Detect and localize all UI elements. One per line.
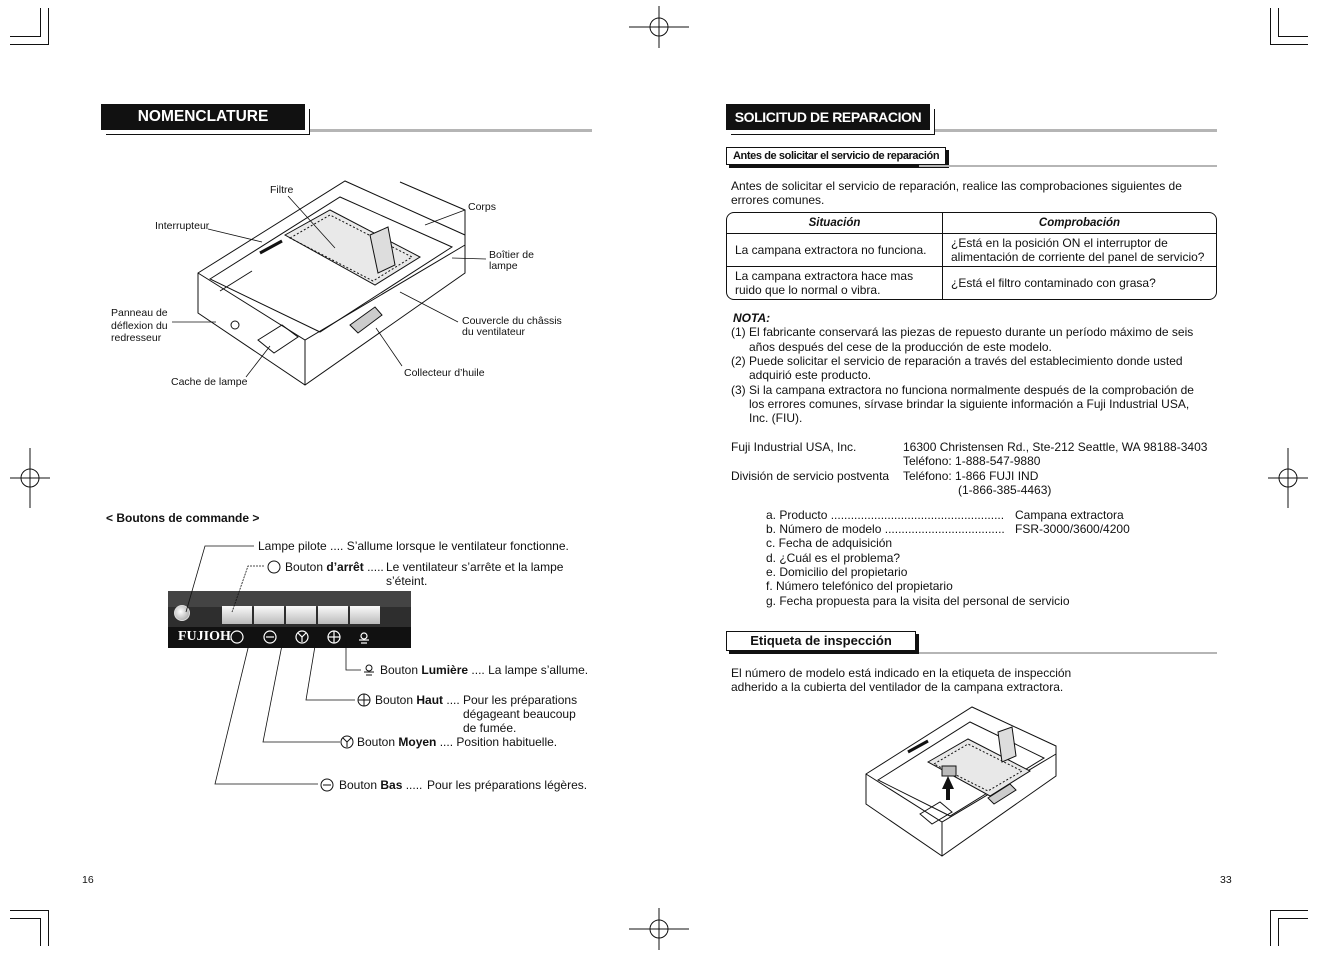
page-number-right: 33 (1220, 874, 1232, 886)
high-button-desc-1: Pour les préparations (463, 693, 578, 707)
label-cache: Cache de lampe (171, 376, 248, 388)
nota-2b: adquirió este producto. (749, 368, 872, 382)
info-d: d. ¿Cuál es el problema? (766, 551, 901, 565)
info-a-value: Campana extractora (1015, 508, 1124, 522)
table-cell: ¿Está el filtro contaminado con grasa? (951, 276, 1156, 290)
table-row (727, 267, 1216, 299)
contact-company: Fuji Industrial USA, Inc. (731, 440, 857, 454)
controls-heading: < Boutons de commande > (106, 511, 260, 525)
contact-address: 16300 Christensen Rd., Ste-212 Seattle, WA 98188-3403 (903, 440, 1208, 454)
off-button-desc-1: Le ventilateur s’arrête et la lampe (386, 560, 564, 574)
info-f: f. Número telefónico del propietario (766, 579, 953, 593)
off-button-desc: Bouton d’arrêt ..... (285, 560, 384, 574)
insp-line-1: El número de modelo está indicado en la etiqueta de inspección (731, 666, 1072, 680)
section-title-reparacion: SOLICITUD DE REPARACION (726, 104, 930, 130)
troubleshooting-table (726, 212, 1217, 300)
nota-1b: años después del cese de la producción de este modelo. (749, 340, 1052, 354)
off-button-desc-2: s’éteint. (386, 574, 428, 588)
nota-3c: Inc. (FIU). (749, 411, 803, 425)
contact-tel2: Teléfono: 1-866 FUJI IND (903, 469, 1039, 483)
intro-line-2: errores comunes. (731, 193, 825, 207)
contact-division: División de servicio postventa (731, 469, 890, 483)
contact-tel2-alt: (1-866-385-4463) (958, 483, 1052, 497)
info-b-value: FSR-3000/3600/4200 (1015, 522, 1130, 536)
contact-tel1: Teléfono: 1-888-547-9880 (903, 454, 1041, 468)
table-cell: La campana extractora hace mas ruido que lo normal o vibra. (727, 267, 943, 299)
label-corps: Corps (468, 201, 497, 213)
label-couvercle-1: Couvercle du châssis (462, 315, 562, 327)
high-button-desc-3: de fumée. (463, 721, 517, 735)
table-header-situacion: Situación (727, 213, 943, 234)
subsection-etiqueta: Etiqueta de inspección (726, 631, 916, 651)
inspection-label-diagram (860, 704, 1060, 864)
high-button-desc-2: dégageant beaucoup (463, 707, 576, 721)
info-b-label: b. Número de modelo .................................... (766, 522, 1005, 536)
low-button-desc-1: Pour les préparations légères. (427, 778, 588, 792)
info-c: c. Fecha de adquisición (766, 536, 893, 550)
nota-3a: (3) Si la campana extractora no funciona normalmente después de la comprobación de (731, 383, 1194, 397)
label-interrupteur: Interrupteur (155, 220, 210, 232)
subsection-rule-2 (919, 652, 1217, 654)
nota-2a: (2) Puede solicitar el servicio de reparación a través del establecimiento donde usted (731, 354, 1183, 368)
nota-title: NOTA: (733, 311, 771, 325)
page-number-left: 16 (82, 874, 94, 886)
table-row (727, 234, 1216, 267)
light-button-desc: Bouton Lumière .... La lampe s’allume. (380, 663, 589, 677)
high-button-desc: Bouton Haut .... (375, 693, 460, 707)
section-title-nomenclature: NOMENCLATURE (101, 104, 305, 130)
insp-line-2: adherido a la cubierta del ventilador de la campana extractora. (731, 680, 1064, 694)
table-cell: ¿Está en la posición ON el interruptor de alimentación de corriente del panel de servicio? (943, 234, 1216, 267)
low-button-desc: Bouton Bas ..... (339, 778, 423, 792)
section-rule-right (935, 129, 1217, 132)
label-boitier-2: lampe (489, 260, 518, 272)
intro-line-1: Antes de solicitar el servicio de reparación, realice las comprobaciones siguientes de (731, 179, 1182, 193)
medium-button-desc: Bouton Moyen .... Position habituelle. (357, 735, 558, 749)
subsection-rule-1 (919, 165, 1217, 167)
table-header-comprobacion: Comprobación (943, 213, 1216, 234)
label-panneau-1: Panneau de (111, 307, 168, 319)
pilot-lamp-text: Lampe pilote .... S’allume lorsque le ventilateur fonctionne. (258, 539, 569, 553)
label-collecteur: Collecteur d’huile (404, 367, 485, 379)
label-panneau-3: redresseur (111, 332, 162, 344)
info-e: e. Domicilio del propietario (766, 565, 908, 579)
label-panneau-2: déflexion du (111, 320, 168, 332)
label-filtre: Filtre (270, 184, 294, 196)
nota-1a: (1) El fabricante conservará las piezas de repuesto durante un período máximo de seis (731, 325, 1194, 339)
brand-logo: FUJIOH (178, 629, 231, 644)
subsection-antes: Antes de solicitar el servicio de reparación (726, 147, 946, 165)
info-g: g. Fecha propuesta para la visita del personal de servicio (766, 594, 1070, 608)
label-boitier-1: Boîtier de (489, 249, 534, 261)
label-couvercle-2: du ventilateur (462, 326, 526, 338)
table-cell: La campana extractora no funciona. (727, 234, 943, 267)
nota-3b: los errores comunes, sírvase brindar la siguiente información a Fuji Industrial USA, (749, 397, 1190, 411)
info-a-label: a. Producto .................................................... (766, 508, 1005, 522)
